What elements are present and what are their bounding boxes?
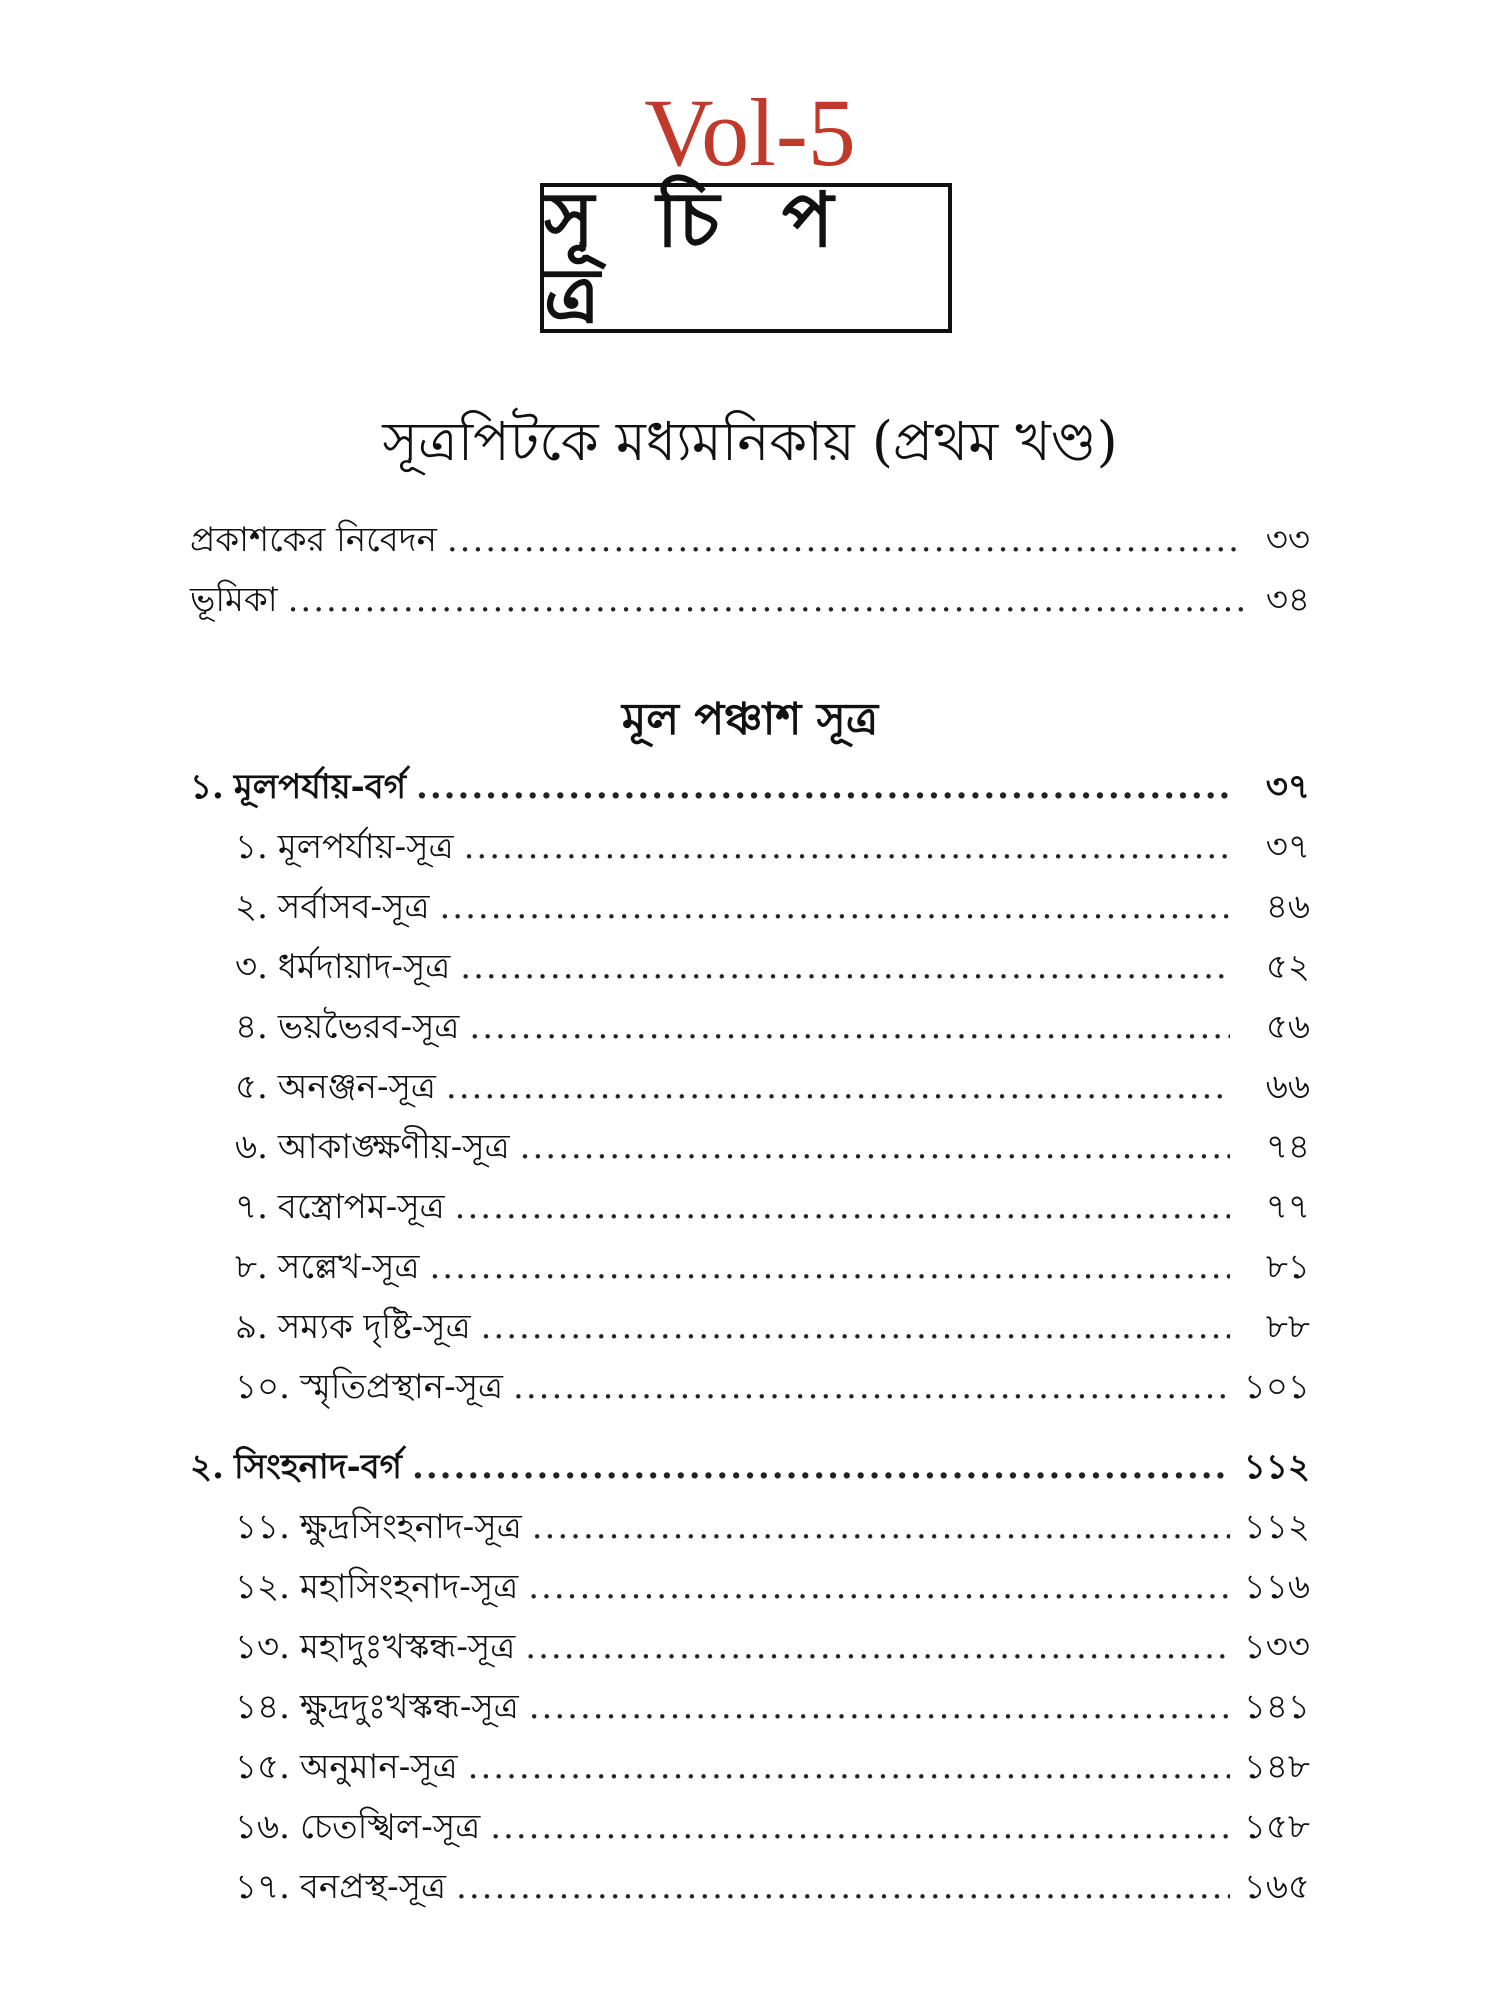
leader-dots bbox=[416, 757, 1230, 817]
toc-item-number: ৩. bbox=[235, 947, 268, 987]
toc-row-front-matter[interactable] bbox=[190, 570, 1310, 630]
toc-item-number: ১৫. bbox=[235, 1747, 290, 1787]
leader-dots bbox=[532, 1497, 1230, 1557]
leader-dots bbox=[529, 1677, 1230, 1737]
toc-item-label: আকাঙ্ক্ষণীয়-সূত্র bbox=[277, 1127, 510, 1167]
toc-group-number: ১. bbox=[190, 767, 224, 807]
leader-dots bbox=[468, 1737, 1230, 1797]
toc-item-number: ৮. bbox=[235, 1247, 268, 1287]
toc-item-row[interactable] bbox=[190, 1617, 1310, 1677]
toc-item-label: সম্যক দৃষ্টি-সূত্র bbox=[277, 1307, 471, 1347]
toc-item-label: সল্লেখ-সূত্র bbox=[277, 1247, 420, 1287]
toc-item-number: ১২. bbox=[235, 1567, 290, 1607]
toc-item-label: ভয়ভৈরব-সূত্র bbox=[277, 1007, 460, 1047]
toc-item-label: সর্বাসব-সূত্র bbox=[277, 887, 430, 927]
leader-dots bbox=[446, 1057, 1230, 1117]
toc-item-label: বনপ্রস্থ-সূত্র bbox=[299, 1867, 447, 1907]
toc-item-number: ১১. bbox=[235, 1507, 290, 1547]
toc-page-number: ১৬৫ bbox=[1243, 1867, 1310, 1907]
leader-dots bbox=[288, 570, 1244, 630]
toc-page-number: ৫২ bbox=[1265, 947, 1310, 987]
leader-dots bbox=[528, 1557, 1230, 1617]
toc-entry-label: প্রকাশকের নিবেদন bbox=[190, 520, 437, 560]
leader-dots bbox=[490, 1797, 1230, 1857]
leader-dots bbox=[447, 510, 1244, 570]
toc-item-label: অনুমান-সূত্র bbox=[299, 1747, 458, 1787]
toc-item-row[interactable] bbox=[190, 1857, 1310, 1917]
toc-page-number: ১১২ bbox=[1243, 1447, 1310, 1487]
toc-page-number: ৪৬ bbox=[1265, 887, 1310, 927]
toc-item-number: ৫. bbox=[235, 1067, 268, 1107]
toc-page-number: ৫৬ bbox=[1265, 1007, 1310, 1047]
toc-page-number: ১১৬ bbox=[1243, 1567, 1310, 1607]
toc-item-row[interactable] bbox=[190, 1737, 1310, 1797]
toc-page-number: ১১২ bbox=[1243, 1507, 1310, 1547]
toc-item-row[interactable] bbox=[190, 1297, 1310, 1357]
toc-item-number: ১৬. bbox=[235, 1807, 290, 1847]
toc-item-number: ৭. bbox=[235, 1187, 268, 1227]
leader-dots bbox=[481, 1297, 1230, 1357]
toc-item-number: ১৪. bbox=[235, 1687, 290, 1727]
toc-item-label: চেতস্খিল-সূত্র bbox=[299, 1807, 481, 1847]
toc-group-1 bbox=[190, 757, 1310, 1417]
toc-page-number: ৮৮ bbox=[1265, 1307, 1310, 1347]
toc-item-label: ক্ষুদ্রদুঃখস্কন্ধ-সূত্র bbox=[299, 1687, 519, 1727]
toc-page-number: ১০১ bbox=[1243, 1367, 1310, 1407]
page-title: সূ চি প ত্র bbox=[544, 175, 852, 340]
leader-dots bbox=[460, 937, 1230, 997]
toc-item-number: ১. bbox=[235, 827, 268, 867]
toc-item-row[interactable] bbox=[190, 817, 1310, 877]
leader-dots bbox=[520, 1117, 1230, 1177]
leader-dots bbox=[464, 817, 1230, 877]
toc-item-number: ৯. bbox=[235, 1307, 268, 1347]
toc-page-number: ৩৭ bbox=[1265, 767, 1310, 807]
leader-dots bbox=[412, 1437, 1230, 1497]
toc-page-number: ৭৭ bbox=[1265, 1187, 1310, 1227]
toc-item-row[interactable] bbox=[190, 1177, 1310, 1237]
toc-item-row[interactable] bbox=[190, 877, 1310, 937]
toc-item-label: ধর্মদায়াদ-সূত্র bbox=[277, 947, 451, 987]
toc-item-number: ১৩. bbox=[235, 1627, 290, 1667]
leader-dots bbox=[455, 1177, 1230, 1237]
leader-dots bbox=[429, 1237, 1230, 1297]
toc-item-label: মহাদুঃখস্কন্ধ-সূত্র bbox=[299, 1627, 516, 1667]
toc-item-label: ক্ষুদ্রসিংহনাদ-সূত্র bbox=[299, 1507, 522, 1547]
toc-item-number: ৬. bbox=[235, 1127, 268, 1167]
toc-item-row[interactable] bbox=[190, 1557, 1310, 1617]
toc-item-label: অনঞ্জন-সূত্র bbox=[277, 1067, 436, 1107]
toc-entry-label: ভূমিকা bbox=[190, 580, 278, 620]
book-subtitle: সূত্রপিটকে মধ্যমনিকায় (প্রথম খণ্ড) bbox=[382, 410, 1118, 473]
toc-page-number: ১৫৮ bbox=[1243, 1807, 1310, 1847]
toc-page-number: ১৪১ bbox=[1243, 1687, 1310, 1727]
toc-page-number: ১৩৩ bbox=[1243, 1627, 1310, 1667]
front-matter-list bbox=[190, 510, 1310, 630]
toc-item-row[interactable] bbox=[190, 1117, 1310, 1177]
toc-item-label: স্মৃতিপ্রস্থান-সূত্র bbox=[299, 1367, 504, 1407]
toc-page-number: ৭৪ bbox=[1265, 1127, 1310, 1167]
toc-item-number: ১৭. bbox=[235, 1867, 290, 1907]
toc-group-row[interactable] bbox=[190, 1437, 1310, 1497]
toc-group-number: ২. bbox=[190, 1447, 224, 1487]
toc-item-number: ৪. bbox=[235, 1007, 268, 1047]
toc-item-label: মূলপর্যায়-সূত্র bbox=[277, 827, 454, 867]
toc-item-row[interactable] bbox=[190, 1057, 1310, 1117]
toc-page-number: ৩৩ bbox=[1265, 520, 1310, 560]
toc-group-row[interactable] bbox=[190, 757, 1310, 817]
title-box bbox=[540, 175, 952, 340]
leader-dots bbox=[525, 1617, 1230, 1677]
section-heading: মূল পঞ্চাশ সূত্র bbox=[621, 694, 879, 745]
toc-page-number: ৩৭ bbox=[1265, 827, 1310, 867]
leader-dots bbox=[513, 1357, 1230, 1417]
toc-group-label: সিংহনাদ-বর্গ bbox=[233, 1447, 402, 1487]
toc-item-row[interactable] bbox=[190, 1357, 1310, 1417]
leader-dots bbox=[439, 877, 1230, 937]
toc-item-row[interactable] bbox=[190, 1497, 1310, 1557]
leader-dots bbox=[469, 997, 1230, 1057]
volume-label: Vol-5 bbox=[644, 79, 856, 186]
toc-item-label: মহাসিংহনাদ-সূত্র bbox=[299, 1567, 519, 1607]
toc-item-number: ১০. bbox=[235, 1367, 290, 1407]
toc-row-front-matter[interactable] bbox=[190, 510, 1310, 570]
toc-page-number: ৩৪ bbox=[1265, 580, 1310, 620]
toc-group-2 bbox=[190, 1437, 1310, 1917]
toc-item-row[interactable] bbox=[190, 1677, 1310, 1737]
toc-item-number: ২. bbox=[235, 887, 268, 927]
leader-dots bbox=[456, 1857, 1230, 1917]
toc-page-number: ১৪৮ bbox=[1243, 1747, 1310, 1787]
toc-item-row[interactable] bbox=[190, 1797, 1310, 1857]
toc-item-row[interactable] bbox=[190, 1237, 1310, 1297]
toc-item-row[interactable] bbox=[190, 997, 1310, 1057]
toc-page-number: ৬৬ bbox=[1265, 1067, 1310, 1107]
toc-item-label: বস্ত্রোপম-সূত্র bbox=[277, 1187, 445, 1227]
toc-page-number: ৮১ bbox=[1265, 1247, 1310, 1287]
toc-item-row[interactable] bbox=[190, 937, 1310, 997]
toc-group-label: মূলপর্যায়-বর্গ bbox=[233, 767, 406, 807]
